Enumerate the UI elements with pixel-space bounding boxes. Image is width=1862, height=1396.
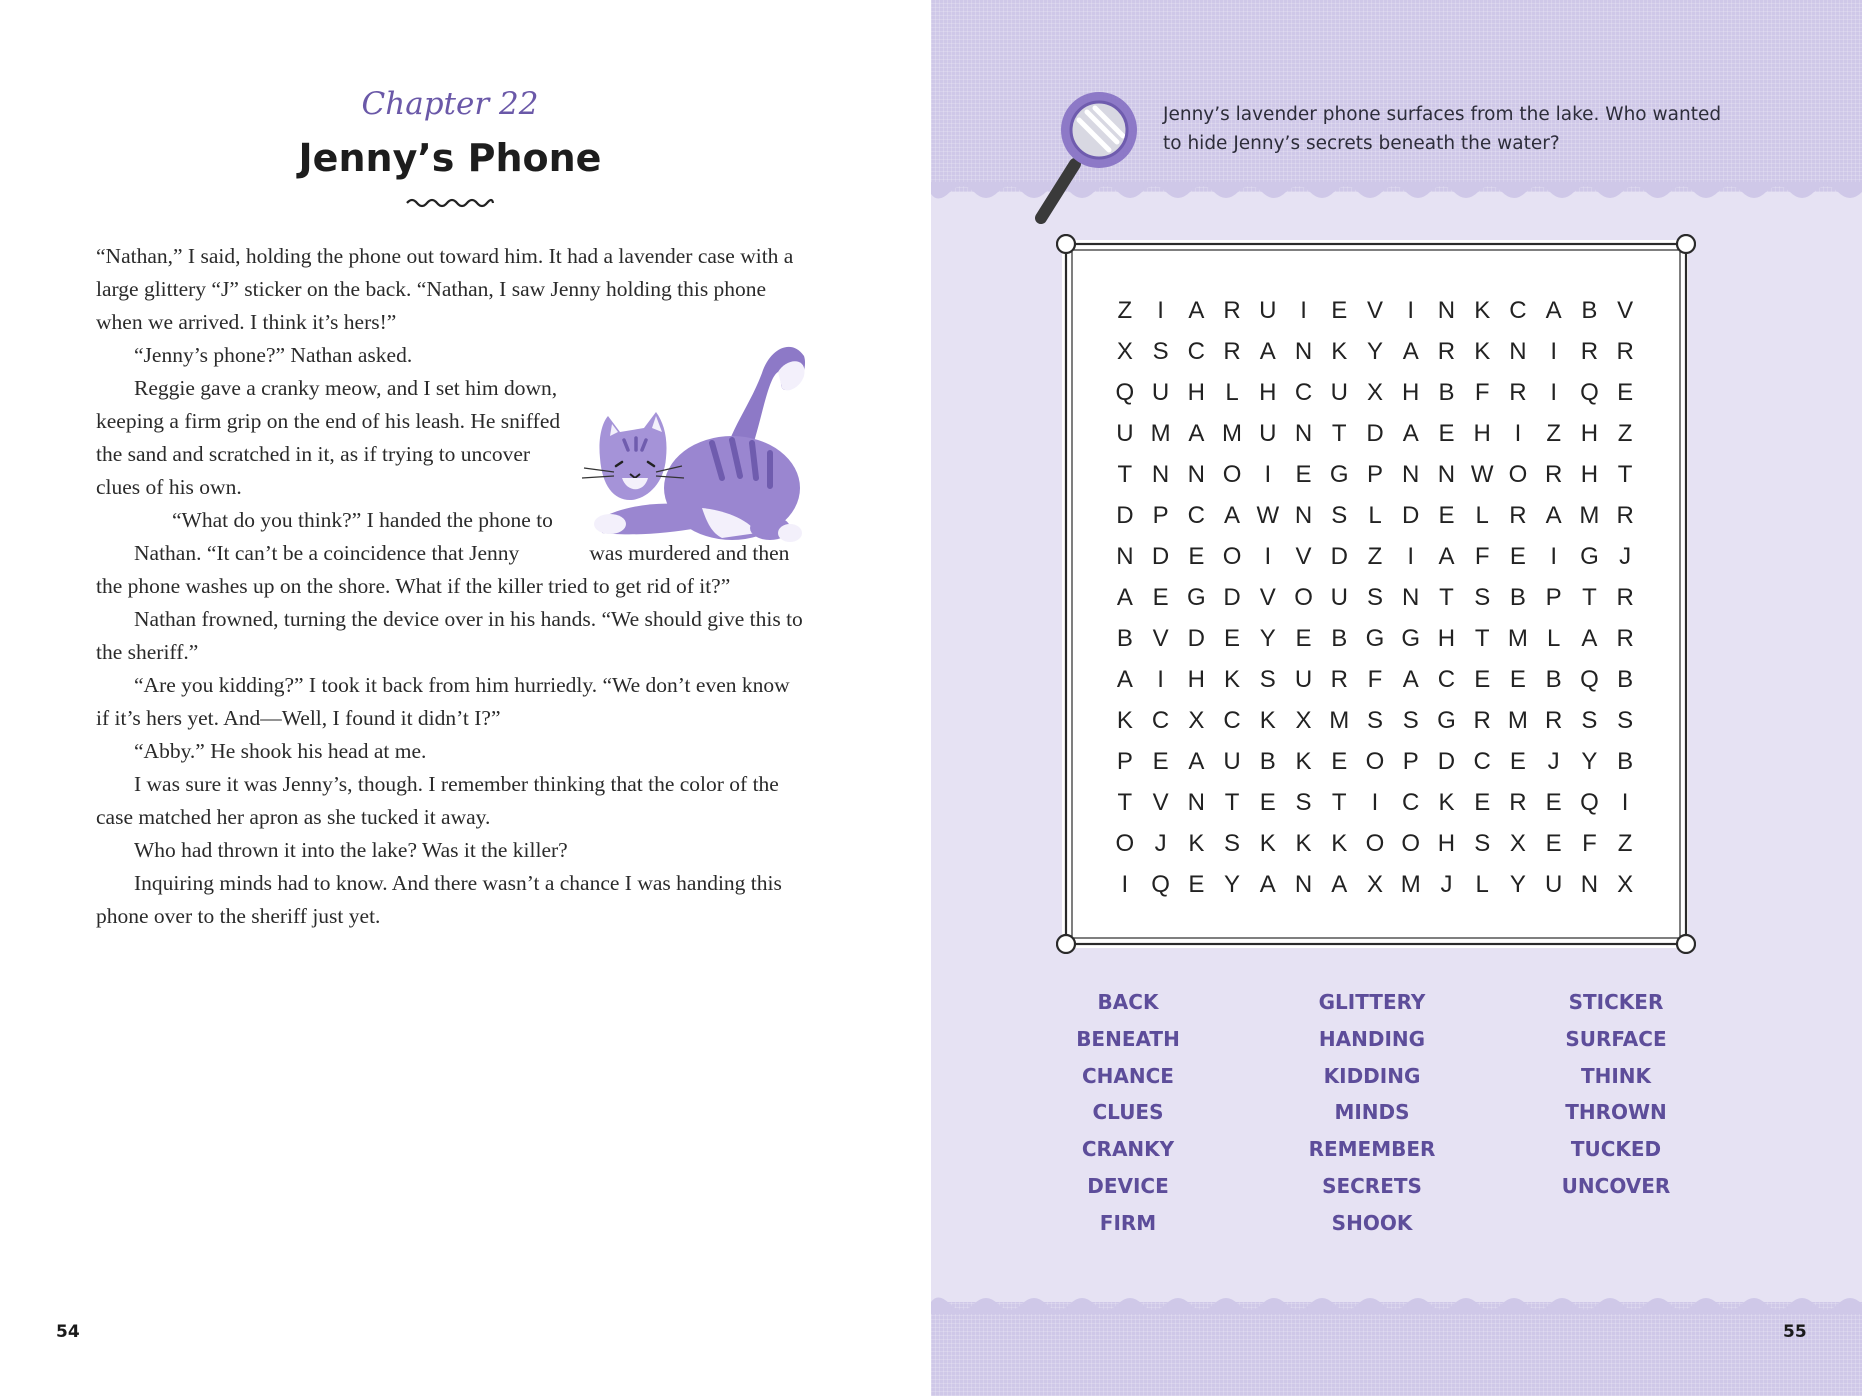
grid-letter: M	[1507, 707, 1528, 734]
grid-letter: H	[1580, 420, 1599, 447]
grid-letter: M	[1150, 420, 1171, 447]
grid-letter: C	[1509, 297, 1527, 324]
letter-grid	[1107, 290, 1643, 905]
word-list-column-1	[1003, 984, 1253, 1242]
grid-letter: D	[1116, 502, 1134, 529]
grid-letter: X	[1617, 871, 1634, 898]
grid-letter: E	[1474, 789, 1491, 816]
grid-letter: I	[1300, 297, 1307, 324]
story-paragraph: “Jenny’s phone?” Nathan asked.	[134, 343, 413, 367]
word-list-item: KIDDING	[1323, 1063, 1421, 1088]
grid-letter: C	[1294, 379, 1313, 406]
grid-letter: B	[1438, 379, 1455, 406]
grid-letter: N	[1437, 461, 1456, 488]
grid-letter: N	[1294, 420, 1313, 447]
grid-letter: D	[1330, 543, 1348, 570]
grid-letter: Y	[1581, 748, 1598, 775]
page-number-left: 54	[56, 1322, 80, 1342]
grid-letter: S	[1152, 338, 1169, 365]
page-number-right: 55	[1783, 1322, 1807, 1342]
grid-letter: R	[1437, 338, 1456, 365]
grid-letter: H	[1437, 830, 1456, 857]
grid-letter: R	[1544, 461, 1563, 488]
grid-letter: T	[1331, 420, 1347, 447]
grid-letter: B	[1259, 748, 1276, 775]
grid-letter: I	[1621, 789, 1629, 816]
grid-letter: F	[1582, 830, 1597, 857]
story-paragraph: Reggie gave a cranky meow, and I set him down, keeping a firm grip on the end of his leash. He sniffed the sand and scratched in it, as if trying to uncover clues of his own.	[96, 376, 561, 499]
grid-letter: K	[1295, 748, 1312, 775]
grid-letter: O	[1222, 543, 1242, 570]
grid-letter: R	[1473, 707, 1491, 734]
grid-letter: C	[1473, 748, 1491, 775]
squiggle-divider-icon	[405, 196, 495, 210]
grid-letter: A	[1116, 666, 1133, 693]
grid-letter: H	[1187, 666, 1205, 693]
grid-letter: M	[1329, 707, 1350, 734]
grid-letter: H	[1402, 379, 1420, 406]
grid-letter: P	[1152, 502, 1169, 529]
grid-letter: I	[1264, 543, 1272, 570]
grid-letter: A	[1259, 871, 1276, 898]
grid-letter: O	[1115, 830, 1135, 857]
word-list-item: HANDING	[1318, 1026, 1426, 1051]
grid-letter: T	[1224, 789, 1240, 816]
bottom-band	[931, 1302, 1862, 1396]
grid-letter: V	[1259, 584, 1276, 611]
grid-letter: E	[1438, 420, 1455, 447]
grid-letter: E	[1545, 830, 1562, 857]
grid-letter: S	[1474, 830, 1491, 857]
grid-letter: H	[1187, 379, 1205, 406]
word-list-item: CLUES	[1092, 1100, 1164, 1125]
grid-letter: A	[1402, 420, 1419, 447]
grid-letter: Y	[1259, 625, 1276, 652]
grid-letter: C	[1437, 666, 1456, 693]
grid-letter: B	[1617, 666, 1634, 693]
grid-letter: I	[1157, 297, 1164, 324]
grid-letter: G	[1437, 707, 1456, 734]
grid-letter: L	[1368, 502, 1382, 529]
grid-letter: V	[1295, 543, 1312, 570]
grid-letter: D	[1187, 625, 1205, 652]
grid-letter: A	[1545, 297, 1562, 324]
story-paragraph: Inquiring minds had to know. And there wasn’t a chance I was handing this phone over to the sheriff just yet.	[96, 871, 782, 928]
grid-letter: R	[1223, 338, 1241, 365]
grid-letter: K	[1474, 338, 1491, 365]
grid-letter: E	[1152, 748, 1169, 775]
grid-letter: N	[1187, 789, 1205, 816]
grid-letter: S	[1295, 789, 1312, 816]
grid-letter: E	[1509, 666, 1526, 693]
grid-letter: T	[1617, 461, 1633, 488]
grid-letter: E	[1295, 461, 1312, 488]
grid-letter: T	[1331, 789, 1347, 816]
grid-letter: E	[1331, 748, 1348, 775]
grid-letter: V	[1366, 297, 1383, 324]
grid-letter: O	[1401, 830, 1421, 857]
grid-letter: S	[1617, 707, 1634, 734]
word-list-item: SURFACE	[1565, 1026, 1667, 1051]
grid-letter: N	[1437, 297, 1456, 324]
grid-letter: N	[1151, 461, 1170, 488]
grid-letter: U	[1151, 379, 1170, 406]
grid-letter: Z	[1117, 297, 1133, 324]
grid-letter: D	[1223, 584, 1241, 611]
grid-letter: A	[1188, 420, 1205, 447]
grid-letter: A	[1116, 584, 1133, 611]
grid-letter: R	[1544, 707, 1563, 734]
grid-letter: E	[1617, 379, 1634, 406]
grid-letter: R	[1616, 338, 1634, 365]
grid-letter: S	[1474, 584, 1491, 611]
grid-letter: S	[1259, 666, 1276, 693]
grid-letter: E	[1152, 584, 1169, 611]
grid-letter: G	[1186, 584, 1206, 611]
grid-letter: I	[1550, 338, 1557, 365]
grid-letter: I	[1371, 789, 1379, 816]
grid-letter: P	[1402, 748, 1419, 775]
story-paragraph-start: “What do you think?” I handed the phone to Nathan. “It can’t be a coincidence that Jenny	[134, 508, 553, 565]
grid-letter: O	[1365, 830, 1385, 857]
grid-letter: K	[1188, 830, 1205, 857]
grid-letter: N	[1116, 543, 1134, 570]
grid-letter: X	[1366, 871, 1383, 898]
word-list-item: FIRM	[1099, 1210, 1157, 1235]
grid-letter: V	[1152, 789, 1169, 816]
grid-letter: E	[1224, 625, 1241, 652]
grid-letter: P	[1116, 748, 1133, 775]
grid-letter: U	[1330, 379, 1348, 406]
grid-letter: N	[1294, 338, 1313, 365]
grid-letter: Q	[1580, 666, 1599, 693]
grid-letter: N	[1402, 461, 1420, 488]
grid-letter: T	[1439, 584, 1454, 611]
word-list-item: CHANCE	[1082, 1063, 1174, 1088]
grid-letter: U	[1294, 666, 1313, 693]
grid-letter: B	[1545, 666, 1562, 693]
grid-letter: A	[1188, 748, 1205, 775]
grid-letter: E	[1188, 871, 1205, 898]
grid-letter: I	[1157, 666, 1164, 693]
story-paragraph: “Nathan,” I said, holding the phone out toward him. It had a lavender case with a large glittery “J” sticker on the back. “Nathan, I saw Jenny holding this phone when we arrived. I think it’s hers!”	[96, 244, 794, 334]
grid-letter: O	[1222, 461, 1242, 488]
grid-letter: B	[1331, 625, 1348, 652]
word-list-item: BENEATH	[1076, 1026, 1180, 1051]
word-list-item: GLITTERY	[1318, 990, 1426, 1014]
grid-letter: G	[1580, 543, 1599, 570]
grid-letter: Q	[1115, 379, 1135, 406]
story-paragraph: “Are you kidding?” I took it back from him hurriedly. “We don’t even know if it’s hers yet. And—Well, I found it didn’t I?”	[96, 673, 790, 730]
word-list-item: DEVICE	[1087, 1173, 1169, 1198]
grid-letter: V	[1617, 297, 1634, 324]
grid-letter: S	[1366, 707, 1383, 734]
word-list-item: UNCOVER	[1561, 1173, 1671, 1198]
grid-letter: M	[1400, 871, 1421, 898]
story-paragraph: I was sure it was Jenny’s, though. I remember thinking that the color of the case matched her apron as she tucked it away.	[96, 772, 779, 829]
grid-letter: T	[1474, 625, 1490, 652]
word-list-item: CRANKY	[1081, 1137, 1175, 1162]
grid-letter: C	[1402, 789, 1420, 816]
grid-letter: B	[1617, 748, 1634, 775]
grid-letter: A	[1259, 338, 1276, 365]
grid-letter: A	[1438, 543, 1455, 570]
grid-letter: Z	[1367, 543, 1383, 570]
grid-letter: Q	[1580, 379, 1599, 406]
grid-letter: M	[1222, 420, 1243, 447]
grid-letter: F	[1367, 666, 1383, 693]
grid-letter: T	[1117, 461, 1133, 488]
grid-letter: K	[1438, 789, 1455, 816]
grid-letter: Y	[1366, 338, 1383, 365]
grid-letter: M	[1507, 625, 1528, 652]
grid-letter: O	[1294, 584, 1313, 611]
grid-letter: S	[1224, 830, 1241, 857]
story-paragraph: Who had thrown it into the lake? Was it the killer?	[134, 838, 568, 862]
word-list-item: THINK	[1580, 1063, 1652, 1088]
grid-letter: J	[1619, 543, 1632, 570]
bottom-wave-edge	[931, 1290, 1862, 1314]
grid-letter: H	[1473, 420, 1491, 447]
grid-letter: L	[1475, 502, 1489, 529]
grid-letter: K	[1474, 297, 1491, 324]
grid-letter: A	[1545, 502, 1562, 529]
grid-letter: P	[1545, 584, 1562, 611]
grid-letter: X	[1366, 379, 1383, 406]
grid-letter: X	[1295, 707, 1312, 734]
right-page	[931, 0, 1862, 1396]
grid-letter: I	[1550, 543, 1557, 570]
grid-letter: U	[1330, 584, 1348, 611]
grid-letter: A	[1402, 338, 1419, 365]
grid-letter: O	[1365, 748, 1385, 775]
word-list-item: REMEMBER	[1308, 1137, 1436, 1162]
grid-letter: E	[1474, 666, 1491, 693]
grid-letter: S	[1581, 707, 1598, 734]
grid-letter: Z	[1617, 830, 1633, 857]
grid-letter: O	[1508, 461, 1528, 488]
grid-letter: E	[1509, 748, 1526, 775]
grid-letter: N	[1294, 871, 1313, 898]
grid-letter: J	[1440, 871, 1453, 898]
grid-letter: I	[1264, 461, 1272, 488]
grid-letter: I	[1121, 871, 1129, 898]
grid-letter: K	[1259, 830, 1276, 857]
grid-letter: R	[1616, 625, 1634, 652]
grid-letter: L	[1546, 625, 1561, 652]
word-list-item: MINDS	[1334, 1100, 1410, 1125]
grid-letter: K	[1331, 338, 1348, 365]
word-list-column-2	[1247, 984, 1497, 1242]
grid-letter: F	[1474, 379, 1490, 406]
word-list-item: SECRETS	[1322, 1173, 1422, 1198]
grid-letter: X	[1509, 830, 1526, 857]
grid-letter: U	[1116, 420, 1134, 447]
grid-letter: U	[1544, 871, 1563, 898]
grid-letter: N	[1402, 584, 1420, 611]
grid-letter: R	[1223, 297, 1241, 324]
grid-letter: X	[1188, 707, 1205, 734]
story-paragraph-rest: was murdered and then the phone washes up on the shore. What if the killer tried to get rid of it?”	[96, 541, 790, 598]
grid-letter: W	[1470, 461, 1494, 488]
grid-letter: H	[1580, 461, 1599, 488]
grid-letter: A	[1331, 871, 1348, 898]
grid-letter: E	[1188, 543, 1205, 570]
grid-letter: A	[1402, 666, 1419, 693]
grid-letter: L	[1225, 379, 1239, 406]
grid-letter: D	[1366, 420, 1384, 447]
grid-letter: K	[1331, 830, 1348, 857]
grid-letter: J	[1547, 748, 1560, 775]
grid-letter: R	[1509, 379, 1527, 406]
grid-letter: X	[1116, 338, 1133, 365]
grid-letter: U	[1223, 748, 1241, 775]
chapter-label: Chapter 22	[361, 86, 539, 122]
grid-letter: S	[1331, 502, 1348, 529]
story-paragraph	[96, 504, 804, 603]
grid-letter: K	[1224, 666, 1241, 693]
word-list-item: BACK	[1097, 990, 1159, 1014]
grid-letter: A	[1224, 502, 1241, 529]
grid-letter: M	[1579, 502, 1600, 529]
grid-letter: L	[1475, 871, 1489, 898]
grid-letter: E	[1295, 625, 1312, 652]
story-paragraph: Nathan frowned, turning the device over in his hands. “We should give this to the sheriff.”	[96, 607, 803, 664]
grid-letter: H	[1437, 625, 1456, 652]
grid-letter: Q	[1580, 789, 1599, 816]
grid-letter: U	[1259, 420, 1277, 447]
grid-letter: R	[1509, 789, 1527, 816]
grid-letter: G	[1401, 625, 1421, 652]
grid-letter: Y	[1224, 871, 1241, 898]
grid-letter: C	[1187, 502, 1205, 529]
grid-letter: Z	[1617, 420, 1633, 447]
grid-letter: G	[1329, 461, 1349, 488]
story-paragraph: “Abby.” He shook his head at me.	[134, 739, 427, 763]
grid-letter: G	[1365, 625, 1385, 652]
grid-letter: D	[1437, 748, 1456, 775]
grid-letter: J	[1154, 830, 1167, 857]
puzzle-prompt: Jenny’s lavender phone surfaces from the lake. Who wanted to hide Jenny’s secrets beneath the water?	[1163, 104, 1722, 154]
grid-letter: H	[1259, 379, 1277, 406]
grid-letter: E	[1331, 297, 1348, 324]
grid-letter: R	[1616, 502, 1634, 529]
grid-letter: R	[1509, 502, 1527, 529]
chapter-title: Jenny’s Phone	[298, 136, 602, 180]
grid-letter: V	[1152, 625, 1169, 652]
grid-letter: A	[1581, 625, 1598, 652]
word-list-item: SHOOK	[1331, 1210, 1413, 1235]
grid-letter: S	[1402, 707, 1419, 734]
grid-letter: W	[1256, 502, 1280, 529]
magnifying-glass-icon	[1035, 86, 1155, 232]
grid-letter: I	[1407, 543, 1415, 570]
grid-letter: N	[1509, 338, 1527, 365]
grid-letter: U	[1259, 297, 1277, 324]
grid-letter: T	[1117, 789, 1133, 816]
grid-letter: E	[1545, 789, 1562, 816]
word-list-item: STICKER	[1568, 990, 1664, 1014]
grid-letter: E	[1259, 789, 1276, 816]
word-list-column-3	[1491, 984, 1741, 1205]
grid-letter: K	[1259, 707, 1276, 734]
grid-letter: Y	[1509, 871, 1526, 898]
word-list-item: TUCKED	[1570, 1137, 1662, 1162]
grid-letter: C	[1223, 707, 1241, 734]
grid-letter: D	[1402, 502, 1420, 529]
grid-letter: I	[1407, 297, 1415, 324]
grid-letter: S	[1366, 584, 1383, 611]
grid-letter: Z	[1546, 420, 1561, 447]
grid-letter: P	[1366, 461, 1383, 488]
grid-letter: A	[1188, 297, 1205, 324]
grid-letter: F	[1474, 543, 1490, 570]
grid-letter: N	[1580, 871, 1599, 898]
grid-letter: T	[1582, 584, 1597, 611]
grid-letter: B	[1509, 584, 1526, 611]
grid-letter: R	[1616, 584, 1634, 611]
grid-letter: R	[1580, 338, 1599, 365]
grid-letter: C	[1187, 338, 1205, 365]
grid-letter: I	[1550, 379, 1557, 406]
grid-letter: B	[1116, 625, 1133, 652]
grid-letter: B	[1581, 297, 1598, 324]
grid-letter: N	[1294, 502, 1313, 529]
grid-letter: C	[1151, 707, 1170, 734]
grid-letter: I	[1514, 420, 1522, 447]
grid-letter: K	[1116, 707, 1133, 734]
grid-letter: K	[1295, 830, 1312, 857]
grid-letter: R	[1330, 666, 1348, 693]
grid-letter: E	[1509, 543, 1526, 570]
story-text	[96, 240, 804, 933]
grid-letter: Q	[1151, 871, 1170, 898]
word-list-item: THROWN	[1565, 1100, 1667, 1125]
grid-letter: N	[1187, 461, 1205, 488]
grid-letter: E	[1438, 502, 1455, 529]
grid-letter: D	[1151, 543, 1170, 570]
